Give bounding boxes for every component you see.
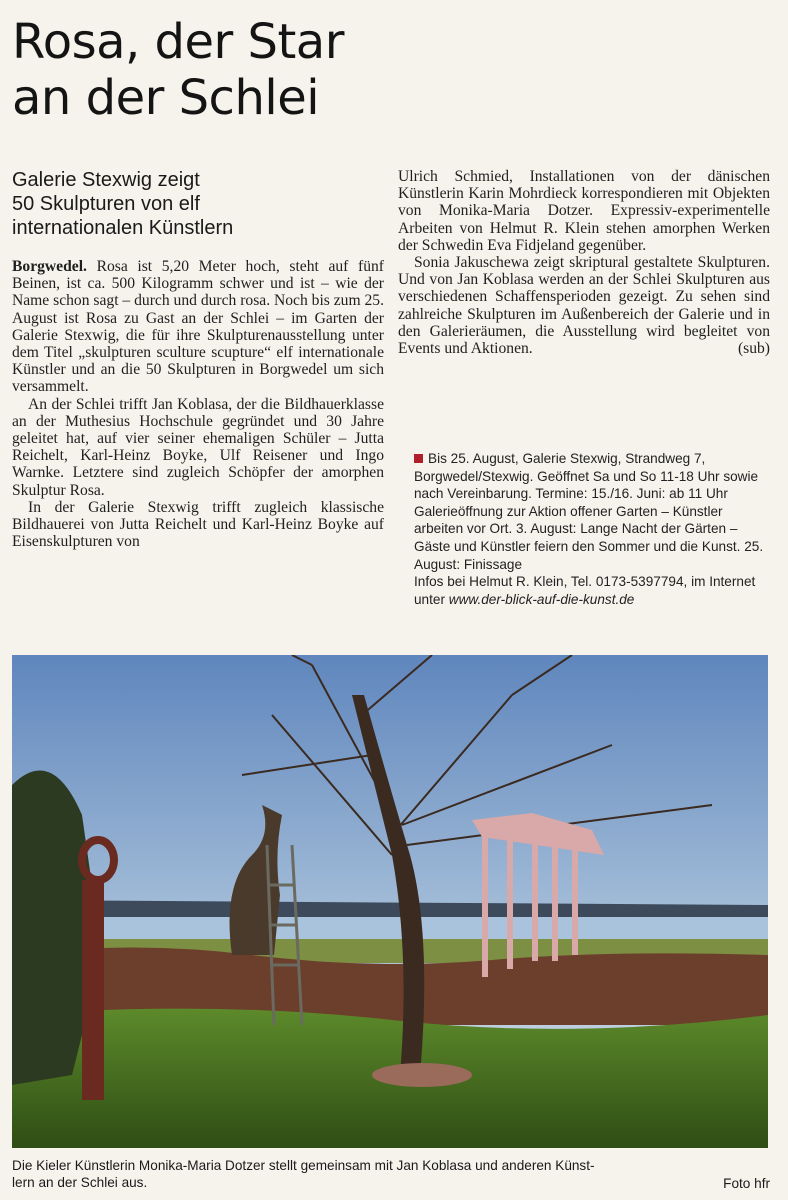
event-dates-text: Bis 25. August, Galerie Stexwig, Strandweg 7, Borgwedel/Stexwig. Geöffnet Sa und So 11-18 Uhr sowie nach Vereinbarung. Termine: 15./16. Juni: ab 11 Uhr Galerieöffnung zur Aktion offener Garten – Künstler arbeiten vor Ort. 3. August: Lange Nacht der Gärten – Gäste und Künstler feiern den Sommer und die Kunst. 25. August: Finissage	[414, 451, 764, 572]
caption-line-1: Die Kieler Künstlerin Monika-Maria Dotzer stellt gemeinsam mit Jan Koblasa und anderen Künst-	[12, 1158, 595, 1173]
stone-pile	[372, 1063, 472, 1087]
author-signature: (sub)	[737, 340, 770, 358]
headline-line-2: an der Schlei	[12, 70, 320, 126]
water	[12, 917, 768, 939]
article-paragraph-2: An der Schlei trifft Jan Koblasa, der die Bildhauerklasse an der Muthesius Hochschule gegründet und 30 Jahre geleitet hat, auf vier seiner ehemaligen Schüler – Jutta Reichelt, Karl-Heinz Boyke, Ulf Reisener und Ingo Warnke. Letztere sind zugleich Schöpfer der amorphen Skulptur Rosa.	[12, 395, 384, 499]
article-column-left	[12, 258, 384, 550]
article-paragraph-1	[12, 258, 384, 396]
paragraph-4-text: Sonia Jakuschewa zeigt skriptural gestaltete Skulpturen. Und von Jan Koblasa werden an der Schlei Skulpturen aus verschiedenen Schaffensperioden gezeigt. Zu sehen sind zahlreiche Skulpturen im Außenbereich der Galerie und in den Galerieräumen, die Ausstellung wird begleitet von Events und Aktionen.	[398, 254, 770, 358]
subheadline-line-2: 50 Skulpturen von elf	[12, 193, 200, 215]
event-info-box	[414, 450, 774, 608]
photo-caption	[12, 1157, 768, 1191]
bullet-square-icon	[414, 454, 423, 463]
subheadline	[12, 168, 382, 240]
subheadline-line-3: internationalen Künstlern	[12, 217, 234, 239]
headline-line-1: Rosa, der Star	[12, 14, 344, 70]
contact-text: Infos bei Helmut R. Klein, Tel. 0173-5397794, im Internet unter	[414, 574, 756, 607]
event-dates	[414, 450, 774, 573]
article-paragraph-4	[398, 254, 770, 357]
article-paragraph-3-end: Ulrich Schmied, Installationen von der dänischen Künstlerin Karin Mohrdieck korrespondieren mit Objekten von Monika-Maria Dotzer. Expressiv-experimentelle Arbeiten von Helmut R. Klein stehen amorphen Werken der Schwedin Eva Fidjeland gegenüber.	[398, 168, 770, 254]
article-photo	[12, 655, 768, 1148]
dateline: Borgwedel.	[12, 258, 87, 275]
article-column-right	[398, 168, 770, 357]
caption-line-2: lern an der Schlei aus.	[12, 1175, 148, 1190]
article-paragraph-3-start: In der Galerie Stexwig trifft zugleich klassische Bildhauerei von Jutta Reichelt und Karl-Heinz Boyke auf Eisenskulpturen von	[12, 498, 384, 551]
subheadline-line-1: Galerie Stexwig zeigt	[12, 169, 200, 191]
headline	[12, 14, 782, 126]
paragraph-1-text: Rosa ist 5,20 Meter hoch, steht auf fünf Beinen, ist ca. 500 Kilogramm schwer und ist – wie der Name schon sagt – durch und durch rosa. Noch bis zum 25. August ist Rosa zu Gast an der Schlei – im Garten der Galerie Stexwig, die für ihre Skulpturenausstellung unter dem Titel „skulpturen sculture scupture“ elf internationale Künstler und an die 50 Skulpturen in Borgwedel um sich versammelt.	[12, 258, 385, 396]
website-link[interactable]: www.der-blick-auf-die-kunst.de	[448, 591, 635, 607]
garden-sculpture-photo	[12, 655, 768, 1148]
photo-credit: Foto hfr	[723, 1176, 770, 1191]
contact-info	[414, 573, 774, 608]
